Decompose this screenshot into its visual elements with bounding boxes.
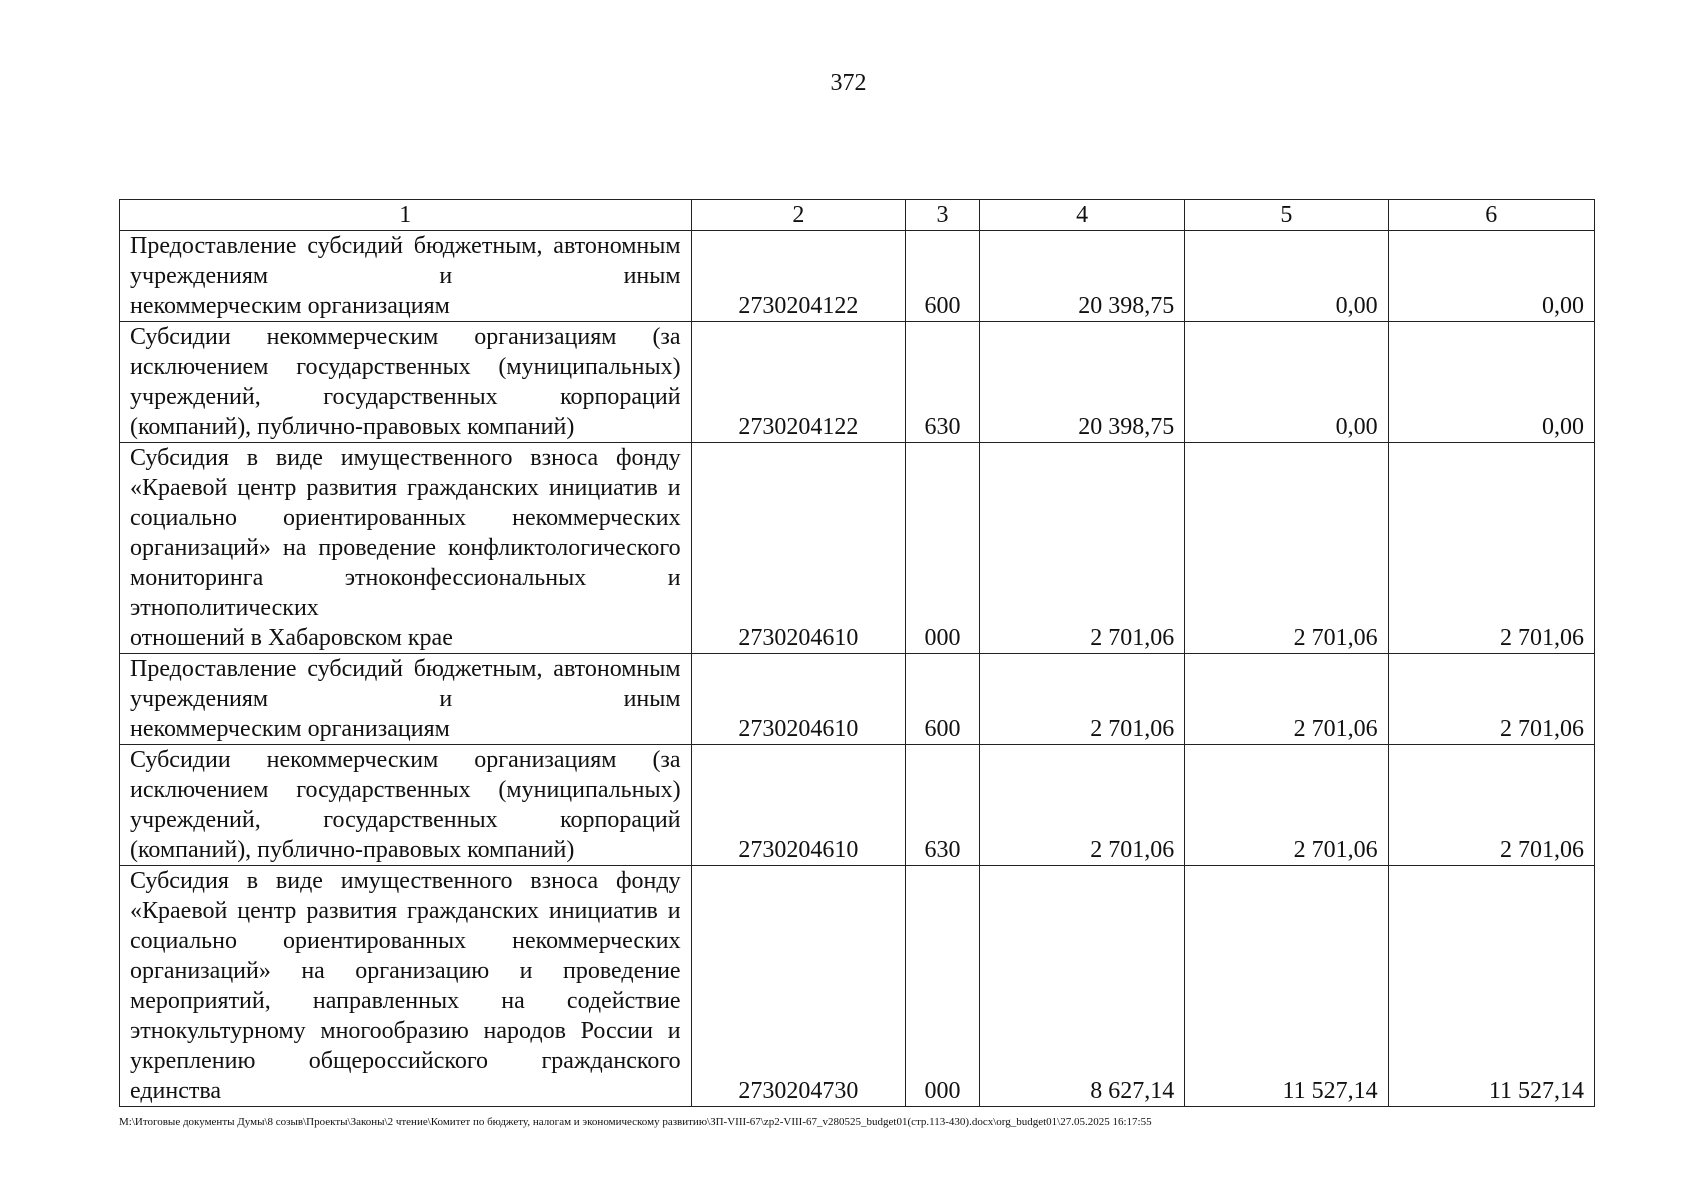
budget-table — [119, 199, 1595, 1107]
page-number: 372 — [830, 70, 867, 96]
row-description: Предоставление субсидий бюджетным, автономным учреждениям и иным некоммерческим организациям — [120, 231, 692, 322]
table-row — [120, 231, 1595, 322]
header-col-2: 2 — [691, 200, 905, 231]
header-row — [120, 200, 1595, 231]
table-row — [120, 322, 1595, 443]
amount-col-4: 2 701,06 — [979, 443, 1184, 654]
amount-col-6: 0,00 — [1388, 231, 1594, 322]
amount-col-6: 11 527,14 — [1388, 866, 1594, 1107]
target-code: 2730204610 — [691, 745, 905, 866]
expense-type: 630 — [906, 745, 980, 866]
header-col-6: 6 — [1388, 200, 1594, 231]
table-row — [120, 654, 1595, 745]
amount-col-4: 8 627,14 — [979, 866, 1184, 1107]
header-col-4: 4 — [979, 200, 1184, 231]
header-col-3: 3 — [906, 200, 980, 231]
expense-type: 630 — [906, 322, 980, 443]
row-description: Предоставление субсидий бюджетным, автономным учреждениям и иным некоммерческим организациям — [120, 654, 692, 745]
amount-col-5: 0,00 — [1185, 322, 1388, 443]
amount-col-4: 20 398,75 — [979, 231, 1184, 322]
header-col-5: 5 — [1185, 200, 1388, 231]
row-description: Субсидии некоммерческим организациям (за исключением государственных (муниципальных) учреждений, государственных корпораций (компаний), публично-правовых компаний) — [120, 745, 692, 866]
row-description: Субсидии некоммерческим организациям (за исключением государственных (муниципальных) учреждений, государственных корпораций (компаний), публично-правовых компаний) — [120, 322, 692, 443]
file-path-footer: M:\Итоговые документы Думы\8 созыв\Проекты\Законы\2 чтение\Комитет по бюджету, налогам и экономическому развитию\ЗП-VIII-67\zp2-VIII-67_v280525_budget01(стр.113-430).docx\org_budget01\27.05.2025 16:17:55 — [119, 1116, 1152, 1128]
amount-col-5: 2 701,06 — [1185, 654, 1388, 745]
amount-col-4: 2 701,06 — [979, 654, 1184, 745]
target-code: 2730204122 — [691, 231, 905, 322]
row-description: Субсидия в виде имущественного взноса фонду «Краевой центр развития гражданских инициатив и социально ориентированных некоммерческих организаций» на организацию и проведение мероприятий, направленных на содействие этнокультурному многообразию народов России и укреплению общероссийского гражданского единства — [120, 866, 692, 1107]
amount-col-6: 2 701,06 — [1388, 745, 1594, 866]
target-code: 2730204730 — [691, 866, 905, 1107]
expense-type: 600 — [906, 654, 980, 745]
expense-type: 600 — [906, 231, 980, 322]
target-code: 2730204610 — [691, 654, 905, 745]
target-code: 2730204122 — [691, 322, 905, 443]
amount-col-6: 0,00 — [1388, 322, 1594, 443]
table-row — [120, 866, 1595, 1107]
amount-col-6: 2 701,06 — [1388, 654, 1594, 745]
table-row — [120, 745, 1595, 866]
expense-type: 000 — [906, 866, 980, 1107]
amount-col-4: 2 701,06 — [979, 745, 1184, 866]
target-code: 2730204610 — [691, 443, 905, 654]
amount-col-5: 11 527,14 — [1185, 866, 1388, 1107]
row-description: Субсидия в виде имущественного взноса фонду «Краевой центр развития гражданских инициатив и социально ориентированных некоммерческих организаций» на проведение конфликтологического мониторинга этноконфессиональных и этнополитических отношений в Хабаровском крае — [120, 443, 692, 654]
amount-col-4: 20 398,75 — [979, 322, 1184, 443]
amount-col-5: 2 701,06 — [1185, 745, 1388, 866]
table-row — [120, 443, 1595, 654]
expense-type: 000 — [906, 443, 980, 654]
amount-col-5: 0,00 — [1185, 231, 1388, 322]
amount-col-5: 2 701,06 — [1185, 443, 1388, 654]
amount-col-6: 2 701,06 — [1388, 443, 1594, 654]
header-col-1: 1 — [120, 200, 692, 231]
